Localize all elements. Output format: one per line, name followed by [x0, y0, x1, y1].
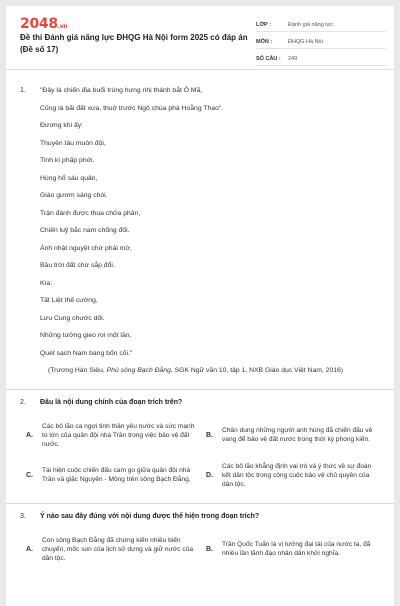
question-2 — [6, 390, 394, 497]
poem-line: Bầu trời đất chừ sắp đổi. — [40, 262, 115, 269]
option-letter: D. — [206, 471, 213, 479]
meta-key: LỚP : — [256, 21, 271, 28]
question-number: 1. — [20, 87, 26, 94]
exam-title: Đề thi Đánh giá năng lực ĐHQG Hà Nội form 2025 có đáp án (Đề số 17) — [20, 33, 248, 54]
question-3 — [6, 504, 394, 571]
question-text: Ý nào sau đây đúng với nội dung được thể hiện trong đoạn trích? — [40, 513, 260, 520]
page-header — [6, 6, 394, 70]
option-letter: B. — [206, 545, 213, 553]
poem-line: Chiến luỹ bắc nam chống đối. — [40, 227, 130, 234]
source-text: , SGK Ngữ văn 10, tập 1, NXB Giáo dục Việt Nam, 2016) — [170, 367, 344, 374]
option-letter: B. — [206, 431, 213, 439]
meta-value: Đánh giá năng lực — [288, 21, 333, 28]
answer-options — [26, 531, 380, 571]
exam-meta — [256, 18, 386, 66]
poem-line: Đương khi ấy: — [40, 122, 84, 129]
question-number: 2. — [20, 399, 26, 406]
meta-value: 249 — [288, 55, 298, 62]
option-a[interactable] — [26, 417, 200, 453]
poem-line: Giáo gươm sáng chói. — [40, 192, 108, 199]
option-text: Tái hiện cuộc chiến đấu cam go giữa quân đội nhà Trần và giặc Nguyên - Mông trên sông Bạch Đằng. — [42, 467, 191, 483]
logo-suffix: .vn — [57, 23, 68, 30]
option-d[interactable] — [206, 457, 380, 493]
poem-line: Cũng là bãi đất xưa, thuở trước Ngô chúa phá Hoằng Thao". — [40, 104, 224, 112]
poem-line: Ánh nhật nguyệt chừ phải mờ, — [40, 244, 132, 252]
poem-line: Lưu Cung chước dối. — [40, 314, 105, 322]
meta-row-count — [256, 52, 386, 66]
logo-text: 2048 — [20, 16, 58, 32]
option-text: Chân dung những người anh hùng đã chiến đấu vẻ vang để bảo vệ đất nước trong thời kỳ phong kiến. — [222, 427, 373, 443]
question-number: 3. — [20, 513, 26, 520]
meta-value: ĐHQG Hà Nội — [288, 38, 323, 45]
poem-line: Trận đánh được thua chửa phân, — [40, 209, 141, 217]
answer-options — [26, 417, 380, 497]
poem-passage — [40, 86, 343, 375]
passage-question — [6, 86, 394, 375]
option-letter: A. — [26, 545, 33, 553]
option-text: Các bô lão khẳng định vai trò và ý thức về sự đoàn kết dân tộc trong công cuộc bảo vệ chủ quyền của dân tộc. — [222, 462, 372, 488]
poem-line: "Đây là chiến địa buổi trùng hưng nhị thánh bắt Ô Mã, — [40, 87, 203, 94]
source-text: (Trương Hán Siêu, — [48, 367, 107, 374]
poem-line: Hùng hổ sáu quân, — [40, 174, 98, 182]
poem-line: Quét sạch Nam bang bốn cõi." — [40, 349, 133, 357]
option-text: Con sông Bạch Đằng đã chứng kiến nhiều biến chuyển, mốc son của lịch sử dựng và giữ nước của dân tộc. — [42, 536, 193, 562]
poem-line: Tinh kì phấp phới. — [40, 157, 95, 164]
meta-row-class — [256, 18, 386, 32]
option-letter: C. — [26, 471, 33, 479]
poem-line: Kìa: — [40, 279, 53, 287]
exam-page — [6, 6, 394, 606]
meta-row-subject — [256, 35, 386, 49]
option-b[interactable] — [206, 417, 380, 453]
meta-key: MÔN : — [256, 38, 273, 45]
question-text: Đâu là nội dung chính của đoạn trích trên? — [40, 399, 183, 406]
option-b[interactable] — [206, 531, 380, 567]
option-letter: A. — [26, 431, 33, 439]
passage-source — [48, 366, 343, 375]
exam-content — [6, 70, 394, 571]
source-work-title: Phú sông Bạch Đằng — [106, 367, 171, 374]
option-c[interactable] — [26, 457, 200, 493]
option-a[interactable] — [26, 531, 200, 567]
option-text: Trần Quốc Tuấn là vị tướng đại tài của nước ta, đã nhiều lần lãnh đạo nhân dân khởi nghĩa. — [222, 541, 371, 557]
poem-line: Những tưởng gieo roi một lần, — [40, 332, 132, 339]
option-text: Các bô lão ca ngợi tinh thần yêu nước và sức mạnh to lớn của quân đội nhà Trần trong việc bảo vệ đất nước. — [42, 422, 195, 448]
site-logo[interactable] — [20, 16, 67, 32]
poem-line: Tất Liệt thế cường, — [40, 297, 98, 304]
poem-line: Thuyền tàu muôn đội, — [40, 139, 106, 147]
meta-key: SỐ CÂU : — [256, 55, 281, 62]
